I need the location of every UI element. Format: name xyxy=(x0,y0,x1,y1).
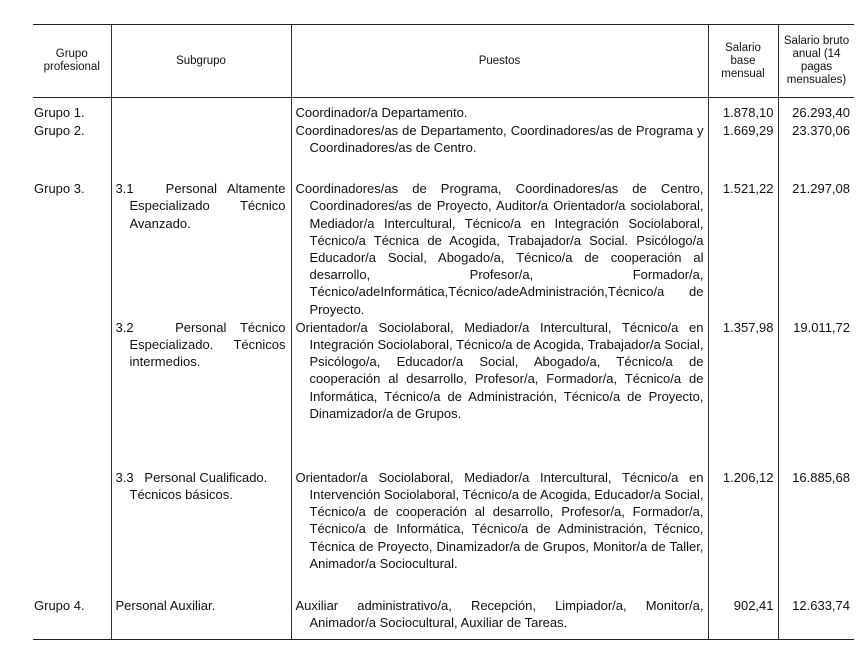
cell-grupo: Grupo 3. xyxy=(34,181,85,197)
subgrupo-text xyxy=(116,180,286,232)
header-subgrupo: Subgrupo xyxy=(111,25,291,98)
cell-grupo xyxy=(33,318,111,468)
puestos-text: Coordinadores/as de Programa, Coordinadores/as de Centro, Coordinadores/as de Proyecto, Auditor/a Orientador/a sociolaboral, Mediador/a Intercultural, Técnico/a en Integración Sociolaboral, Técnico/a Técnica de Acogida, Trabajador/a Social. Psicólogo/a Educador/a Social, Abogado/a, Técnico/a de cooperación al desarrollo, Profesor/a, Formador/a, Técnico/adeInformática,Técnico/adeAdministración,Técnico/a de Proyecto. xyxy=(295,181,704,317)
header-salario-bruto xyxy=(778,25,854,98)
cell-salario-bruto: 21.297,08 xyxy=(778,166,854,318)
table-row xyxy=(33,98,854,122)
cell-subgrupo xyxy=(111,166,291,318)
puestos-text: Auxiliar administrativo/a, Recepción, Limpiador/a, Monitor/a, Animador/a Sociocultural, Auxiliar de Tareas. xyxy=(295,597,704,631)
cell-salario-base: 1.206,12 xyxy=(708,468,778,596)
header-salario-bruto-label: Salario bruto anual (14 pagas mensuales) xyxy=(783,35,850,86)
puestos-text: Coordinadores/as de Departamento, Coordinadores/as de Programa y Coordinadores/as de Centro. xyxy=(295,123,704,156)
table-header xyxy=(33,25,854,98)
table-row xyxy=(33,468,854,596)
cell-salario-base: 1.878,10 xyxy=(708,98,778,122)
cell-puestos xyxy=(291,98,708,122)
cell-subgrupo xyxy=(111,468,291,596)
table-row xyxy=(33,166,854,318)
cell-grupo: Grupo 1. xyxy=(34,105,85,120)
cell-salario-base: 902,41 xyxy=(708,596,778,640)
subgrupo-text xyxy=(116,469,286,503)
table-row xyxy=(33,121,854,166)
cell-puestos xyxy=(291,121,708,166)
cell-salario-bruto: 12.633,74 xyxy=(778,596,854,640)
puestos-text: Orientador/a Sociolaboral, Mediador/a Intercultural, Técnico/a en Intervención Sociolaboral, Técnico/a de Acogida, Educador/a Social, Técnico/a de cooperación al desarrollo, Profesor/a, Formador/a, Técnico/a de Informática, Técnico/a de Administración, Técnico, Técnica de Proyecto, Dinamizador/a de Grupos, Monitor/a de Taller, Animador/a Sociocultural. xyxy=(295,469,704,571)
subgrupo-number: 3.3 xyxy=(115,469,134,485)
cell-subgrupo xyxy=(111,98,291,122)
header-puestos: Puestos xyxy=(291,25,708,98)
salary-table-container xyxy=(33,24,854,640)
cell-puestos xyxy=(291,468,708,596)
header-salario-base-label: Salario base mensual xyxy=(721,41,765,80)
header-grupo-label: Grupo profesional xyxy=(43,48,100,73)
subgrupo-text xyxy=(116,319,286,371)
header-row xyxy=(33,25,854,98)
cell-grupo: Grupo 2. xyxy=(34,123,85,139)
subgrupo-number: 3.1 xyxy=(115,181,134,197)
subgrupo-number: 3.2 xyxy=(115,319,134,335)
table-row xyxy=(33,596,854,640)
cell-subgrupo xyxy=(111,318,291,468)
cell-salario-base: 1.357,98 xyxy=(708,318,778,468)
cell-puestos xyxy=(291,318,708,468)
subgrupo-label: Personal Altamente Especializado Técnico Avanzado. xyxy=(129,181,286,231)
subgrupo-label: Personal Cualificado. Técnicos básicos. xyxy=(129,469,268,503)
salary-table xyxy=(33,24,854,640)
cell-salario-base: 1.521,22 xyxy=(708,166,778,318)
table-body xyxy=(33,98,854,640)
cell-subgrupo xyxy=(111,596,291,640)
cell-subgrupo xyxy=(111,121,291,166)
puestos-text: Orientador/a Sociolaboral, Mediador/a Intercultural, Técnico/a en Integración Sociolaboral, Técnico/a de Acogida, Trabajador/a Social, Psicólogo/a, Educador/a Social, Abogado/a, Técnico/a de cooperación al desarrollo, Profesor/a, Formador/a, Técnico/a de Informática, Técnico/a de Administración, Técnico/a de Proyecto, Dinamizador/a de Grupos. xyxy=(295,319,704,421)
cell-grupo xyxy=(33,468,111,596)
subgrupo-label: Personal Técnico Especializado. Técnicos intermedios. xyxy=(129,319,286,370)
header-salario-base xyxy=(708,25,778,98)
cell-grupo: Grupo 4. xyxy=(33,596,111,640)
cell-salario-bruto: 26.293,40 xyxy=(778,98,854,122)
cell-salario-base: 1.669,29 xyxy=(708,121,778,166)
cell-salario-bruto: 23.370,06 xyxy=(778,121,854,166)
cell-salario-bruto: 16.885,68 xyxy=(778,468,854,596)
cell-puestos xyxy=(291,596,708,640)
puestos-text: Coordinador/a Departamento. xyxy=(295,105,468,120)
header-grupo-profesional xyxy=(33,25,111,98)
cell-puestos xyxy=(291,166,708,318)
cell-salario-bruto: 19.011,72 xyxy=(778,318,854,468)
subgrupo-label: Personal Auxiliar. xyxy=(115,597,216,613)
table-row xyxy=(33,318,854,468)
